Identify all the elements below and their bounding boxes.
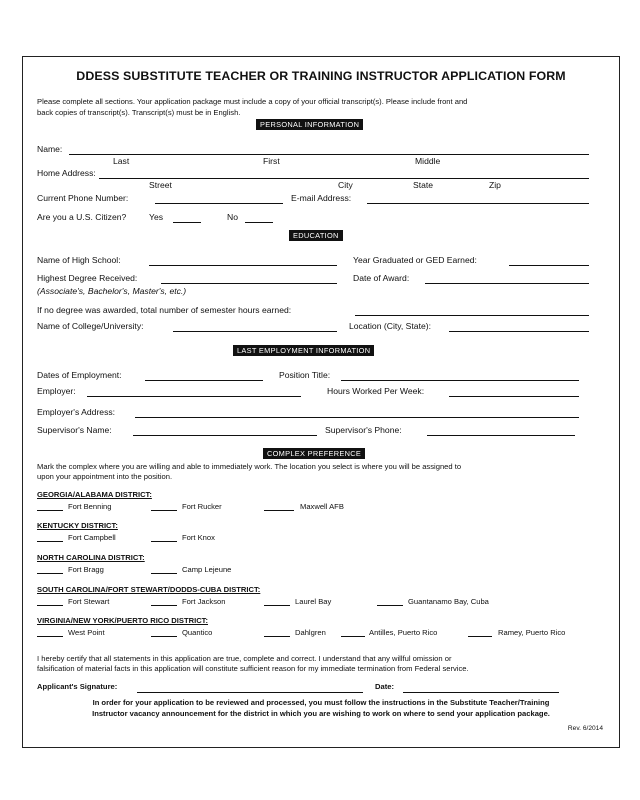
home-address-label: Home Address:	[37, 168, 96, 178]
checkbox-ramey[interactable]	[468, 636, 492, 637]
complex-instructions-1: Mark the complex where you are willing and able to immediately work. The location you select is where you will be assigned to	[37, 462, 462, 471]
checkbox-dahlgren[interactable]	[264, 636, 290, 637]
highest-degree-label: Highest Degree Received:	[37, 273, 138, 283]
degree-examples: (Associate's, Bachelor's, Master's, etc.)	[37, 286, 187, 296]
dates-employment-label: Dates of Employment:	[37, 370, 122, 380]
personal-info-header: PERSONAL INFORMATION	[256, 119, 363, 130]
checkbox-fort-benning[interactable]	[37, 510, 63, 511]
supervisor-phone-field[interactable]	[427, 435, 575, 436]
notice-text-2: Instructor vacancy announcement for the district in which you are wishing to work on where to send your application package.	[92, 709, 550, 718]
intro-text-2: back copies of transcript(s). Transcript(s) must be in English.	[37, 108, 241, 117]
checkbox-fort-stewart[interactable]	[37, 605, 63, 606]
first-label: First	[263, 156, 280, 166]
form-title: DDESS SUBSTITUTE TEACHER OR TRAINING INSTRUCTOR APPLICATION FORM	[76, 69, 566, 83]
email-label: E-mail Address:	[291, 193, 352, 203]
position-title-label: Position Title:	[279, 370, 331, 380]
intro-text-1: Please complete all sections. Your application package must include a copy of your official transcript(s). Please include front and	[37, 97, 468, 106]
street-label: Street	[149, 180, 172, 190]
complex-preference-header: COMPLEX PREFERENCE	[263, 448, 365, 459]
option-fort-benning: Fort Benning	[68, 502, 112, 511]
employer-field[interactable]	[87, 396, 301, 397]
employment-header: LAST EMPLOYMENT INFORMATION	[233, 345, 374, 356]
semester-hours-label: If no degree was awarded, total number of semester hours earned:	[37, 305, 292, 315]
signature-label: Applicant's Signature:	[37, 682, 118, 691]
phone-field[interactable]	[155, 203, 283, 204]
college-location-field[interactable]	[449, 331, 589, 332]
option-dahlgren: Dahlgren	[295, 628, 326, 637]
supervisor-name-label: Supervisor's Name:	[37, 425, 112, 435]
checkbox-maxwell-afb[interactable]	[264, 510, 294, 511]
option-antilles: Antilles, Puerto Rico	[369, 628, 438, 637]
employer-address-label: Employer's Address:	[37, 407, 116, 417]
option-guantanamo-bay: Guantanamo Bay, Cuba	[408, 597, 489, 606]
option-camp-lejeune: Camp Lejeune	[182, 565, 232, 574]
district-north-carolina: NORTH CAROLINA DISTRICT:	[37, 553, 145, 562]
supervisor-name-field[interactable]	[133, 435, 317, 436]
checkbox-fort-rucker[interactable]	[151, 510, 177, 511]
option-quantico: Quantico	[182, 628, 213, 637]
last-label: Last	[113, 156, 130, 166]
supervisor-phone-label: Supervisor's Phone:	[325, 425, 402, 435]
option-fort-bragg: Fort Bragg	[68, 565, 104, 574]
complex-instructions-2: upon your appointment into the position.	[37, 472, 173, 481]
phone-label: Current Phone Number:	[37, 193, 129, 203]
year-graduated-label: Year Graduated or GED Earned:	[353, 255, 477, 265]
citizen-yes-label: Yes	[149, 212, 164, 222]
name-field[interactable]	[69, 154, 589, 155]
college-label: Name of College/University:	[37, 321, 144, 331]
checkbox-camp-lejeune[interactable]	[151, 573, 177, 574]
dates-employment-field[interactable]	[145, 380, 263, 381]
citizen-yes-field[interactable]	[173, 222, 201, 223]
checkbox-guantanamo-bay[interactable]	[377, 605, 403, 606]
college-location-label: Location (City, State):	[349, 321, 431, 331]
date-of-award-field[interactable]	[425, 283, 589, 284]
name-label: Name:	[37, 144, 63, 154]
high-school-field[interactable]	[149, 265, 337, 266]
position-title-field[interactable]	[341, 380, 579, 381]
high-school-label: Name of High School:	[37, 255, 121, 265]
option-fort-knox: Fort Knox	[182, 533, 215, 542]
notice-text-1: In order for your application to be reviewed and processed, you must follow the instructions in the Substitute Teacher/Training	[92, 698, 550, 707]
semester-hours-field[interactable]	[355, 315, 589, 316]
home-address-field[interactable]	[99, 178, 589, 179]
option-fort-campbell: Fort Campbell	[68, 533, 116, 542]
citizen-no-field[interactable]	[245, 222, 273, 223]
option-ramey: Ramey, Puerto Rico	[498, 628, 566, 637]
district-kentucky: KENTUCKY DISTRICT:	[37, 521, 118, 530]
checkbox-fort-jackson[interactable]	[151, 605, 177, 606]
form-page	[22, 56, 620, 748]
college-field[interactable]	[173, 331, 337, 332]
date-field[interactable]	[403, 692, 559, 693]
revision-date: Rev. 6/2014	[567, 725, 603, 732]
middle-label: Middle	[415, 156, 441, 166]
certification-text-1: I hereby certify that all statements in this application are true, complete and correct. I understand that any willful omission or	[37, 654, 452, 663]
option-fort-rucker: Fort Rucker	[182, 502, 222, 511]
option-fort-stewart: Fort Stewart	[68, 597, 110, 606]
hours-worked-label: Hours Worked Per Week:	[327, 386, 425, 396]
highest-degree-field[interactable]	[161, 283, 337, 284]
date-label: Date:	[375, 682, 394, 691]
zip-label: Zip	[489, 180, 501, 190]
signature-field[interactable]	[137, 692, 363, 693]
option-laurel-bay: Laurel Bay	[295, 597, 332, 606]
checkbox-west-point[interactable]	[37, 636, 63, 637]
checkbox-laurel-bay[interactable]	[264, 605, 290, 606]
email-field[interactable]	[367, 203, 589, 204]
checkbox-antilles[interactable]	[341, 636, 365, 637]
employer-label: Employer:	[37, 386, 76, 396]
citizen-no-label: No	[227, 212, 238, 222]
education-header: EDUCATION	[289, 230, 343, 241]
certification-text-2: falsification of material facts in this application will constitute sufficient reason for my immediate termination from Federal service.	[37, 664, 469, 673]
city-label: City	[338, 180, 353, 190]
citizen-label: Are you a U.S. Citizen?	[37, 212, 127, 222]
year-graduated-field[interactable]	[509, 265, 589, 266]
option-maxwell-afb: Maxwell AFB	[300, 502, 344, 511]
hours-worked-field[interactable]	[449, 396, 579, 397]
checkbox-quantico[interactable]	[151, 636, 177, 637]
district-virginia-ny-pr: VIRGINIA/NEW YORK/PUERTO RICO DISTRICT:	[37, 616, 209, 625]
state-label: State	[413, 180, 434, 190]
district-south-carolina: SOUTH CAROLINA/FORT STEWART/DODDS-CUBA DISTRICT:	[37, 585, 261, 594]
checkbox-fort-knox[interactable]	[151, 541, 177, 542]
checkbox-fort-campbell[interactable]	[37, 541, 63, 542]
district-georgia-alabama: GEORGIA/ALABAMA DISTRICT:	[37, 490, 152, 499]
employer-address-field[interactable]	[135, 417, 579, 418]
date-of-award-label: Date of Award:	[353, 273, 410, 283]
checkbox-fort-bragg[interactable]	[37, 573, 63, 574]
option-fort-jackson: Fort Jackson	[182, 597, 226, 606]
option-west-point: West Point	[68, 628, 105, 637]
